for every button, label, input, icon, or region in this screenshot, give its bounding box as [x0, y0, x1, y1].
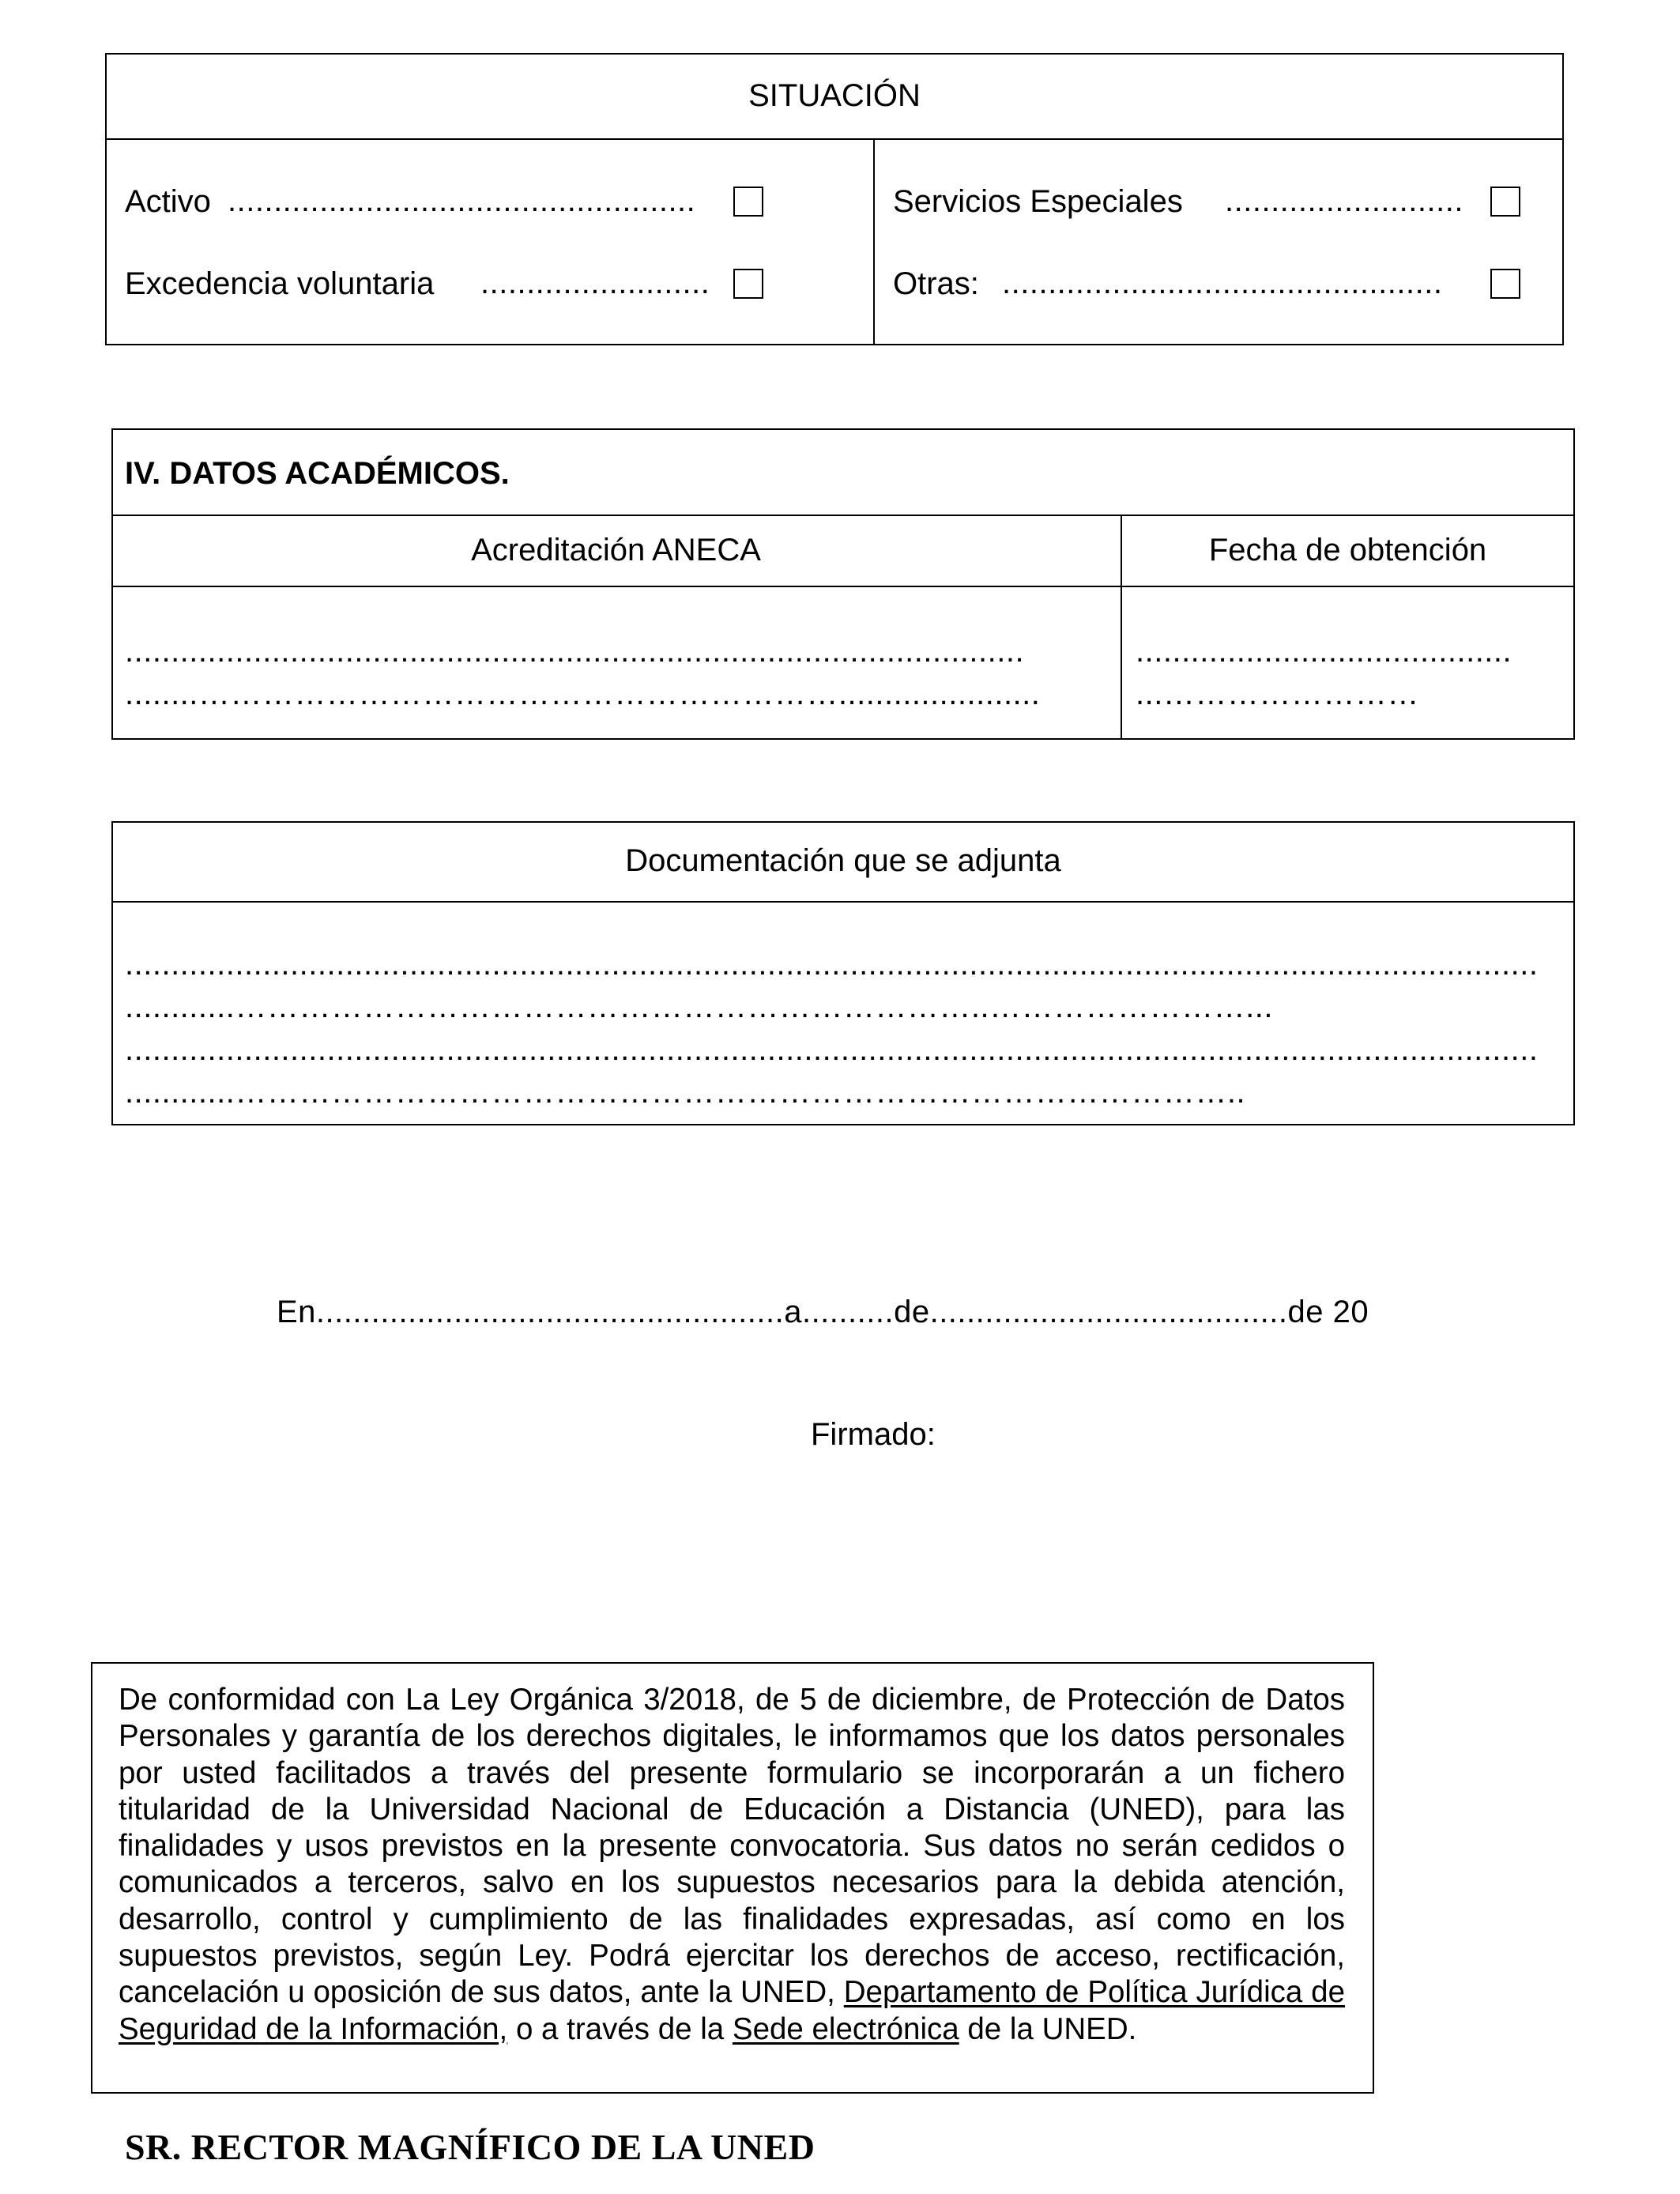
- sede-electronica-link[interactable]: Sede electrónica: [732, 2011, 959, 2046]
- academicos-title: IV. DATOS ACADÉMICOS.: [125, 456, 510, 491]
- fecha-header: Fecha de obtención: [1208, 533, 1487, 567]
- documentacion-line-3[interactable]: ..........................................................................................................................................................: [125, 1032, 1539, 1067]
- servicios-dots: ..........................: [1225, 183, 1463, 218]
- fecha-line-1[interactable]: .........................................: [1136, 634, 1512, 669]
- signed-label: Firmado:: [811, 1417, 936, 1452]
- servicios-label: Servicios Especiales: [893, 184, 1183, 219]
- excedencia-dots: .........................: [480, 266, 710, 300]
- excedencia-checkbox[interactable]: [733, 269, 763, 299]
- otras-dots: ................................................: [1002, 266, 1443, 300]
- otras-label: Otras:: [893, 266, 979, 301]
- documentacion-title: Documentación que se adjunta: [625, 843, 1061, 878]
- addressee: SR. RECTOR MAGNÍFICO DE LA UNED: [125, 2127, 816, 2167]
- acreditacion-line-2[interactable]: ........……………………………………………………......................: [125, 677, 1041, 711]
- excedencia-label: Excedencia voluntaria: [125, 266, 435, 301]
- documentacion-line-1[interactable]: ..........................................................................................................................................................: [125, 947, 1539, 982]
- situacion-header-divider: [105, 138, 1564, 140]
- academicos-title-divider: [111, 515, 1575, 516]
- activo-dots: ...................................................: [228, 183, 696, 218]
- academicos-header-divider: [111, 586, 1575, 587]
- otras-checkbox[interactable]: [1490, 269, 1520, 299]
- activo-label: Activo: [125, 184, 211, 219]
- documentacion-line-2[interactable]: ............……………………………………………………………..……………………...: [125, 990, 1273, 1024]
- documentacion-line-4[interactable]: ............…………………………………………………………………………………..: [125, 1075, 1246, 1110]
- notice-text-start: De conformidad con La Ley Orgánica 3/2018, de 5 de diciembre, de Protección de Datos Personales y garantía de los derechos digitales, le informamos que los datos personales por usted facilitados a través del presente formulario se incorporarán a un fichero titularidad de la Universidad Nacional de Educación a Distancia (UNED), para las finalidades y usos previstos en la presente convocatoria. Sus datos no serán cedidos o comunicados a terceros, salvo en los supuestos necesarios para la debida atención, desarrollo, control y cumplimiento de las finalidades expresadas, así como en los supuestos previstos, según Ley. Podrá ejercitar los derechos de acceso, rectificación, cancelación u oposición de sus datos, ante la UNED,: [119, 1683, 1345, 2010]
- department-link[interactable]: Departamento de Política Jurídica de Seguridad de la Información,: [119, 1975, 1345, 2046]
- acreditacion-header: Acreditación ANECA: [471, 533, 761, 567]
- acreditacion-line-1[interactable]: ..................................................................................................: [125, 634, 1025, 669]
- data-protection-notice: [119, 1682, 1345, 2048]
- situacion-column-divider: [873, 138, 875, 345]
- servicios-checkbox[interactable]: [1490, 187, 1520, 217]
- place-date-line[interactable]: En...................................................a..........de.......................................de 20: [277, 1295, 1369, 1329]
- notice-text-end: de la UNED.: [959, 2011, 1137, 2046]
- activo-checkbox[interactable]: [733, 187, 763, 217]
- documentacion-header-divider: [111, 901, 1575, 903]
- notice-text-middle: o a través de la: [507, 2011, 733, 2046]
- fecha-line-2[interactable]: ...……………………: [1136, 677, 1419, 711]
- situacion-title: SITUACIÓN: [748, 78, 921, 113]
